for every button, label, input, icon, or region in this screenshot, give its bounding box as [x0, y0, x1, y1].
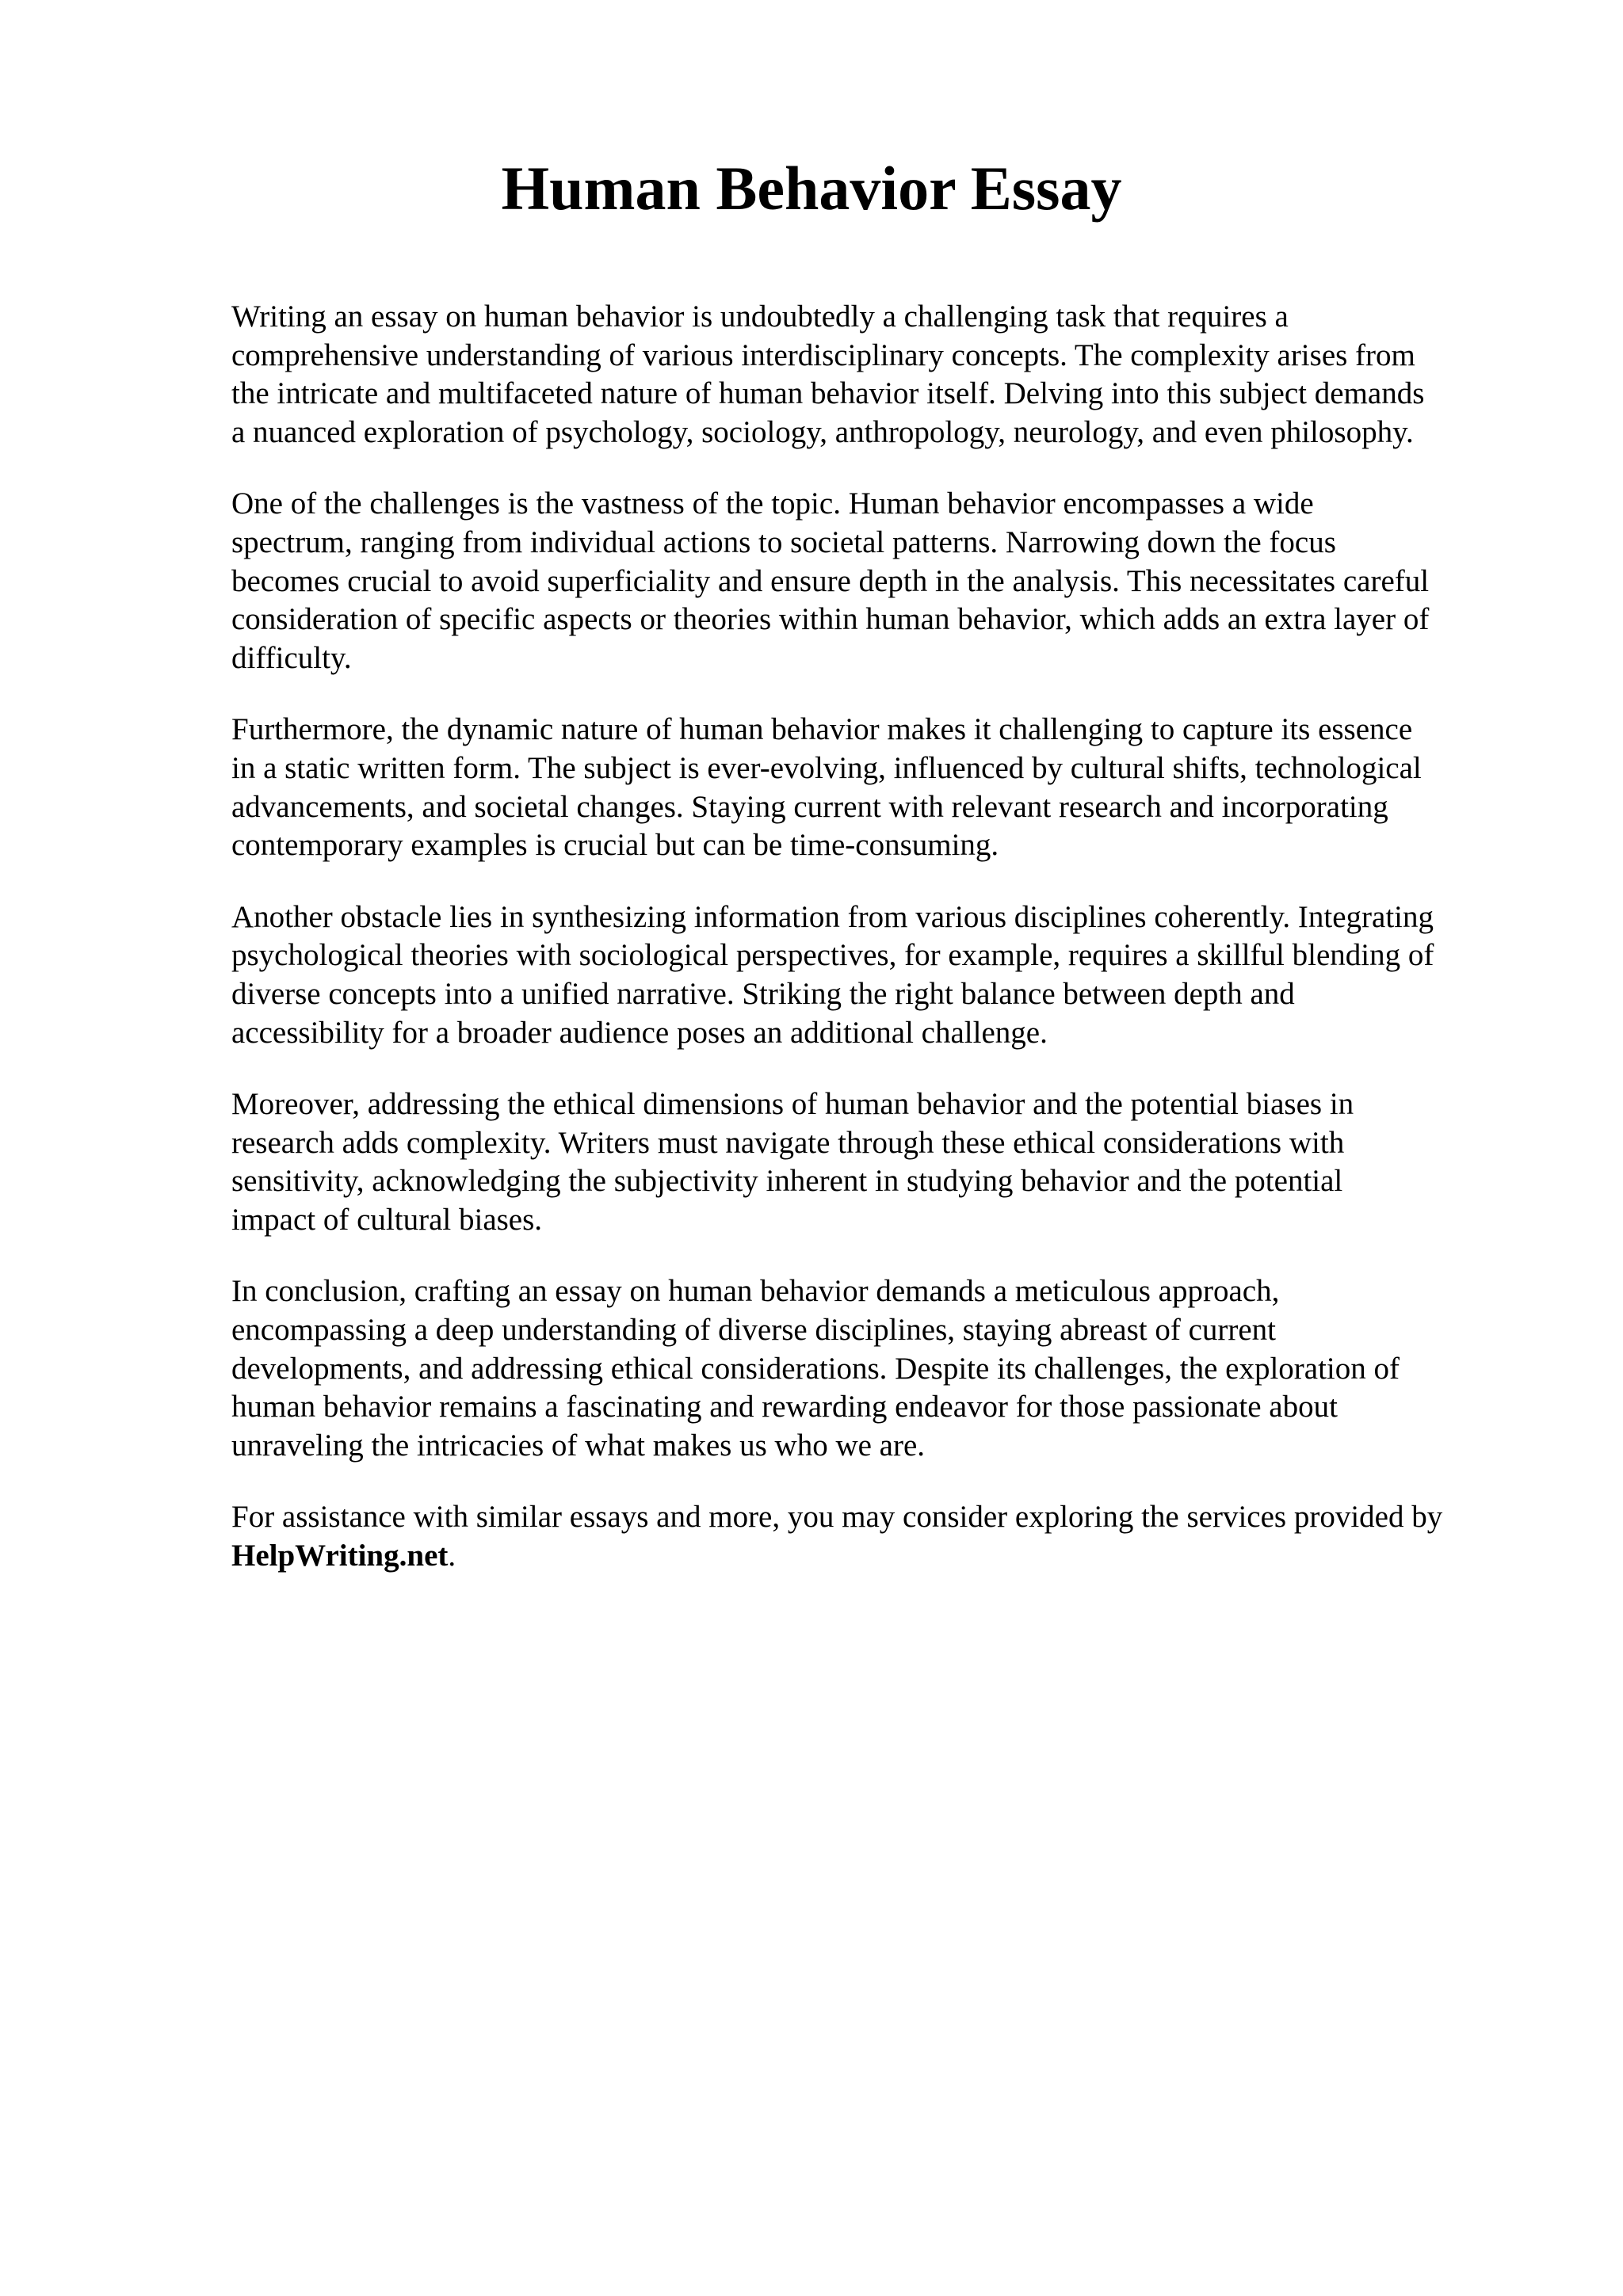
text-line: advancements, and societal changes. Staying current with relevant research and incorporating [231, 789, 1388, 824]
text-line: diverse concepts into a unified narrative. Striking the right balance between depth and [231, 976, 1295, 1011]
text-line: research adds complexity. Writers must navigate through these ethical considerations with [231, 1125, 1345, 1160]
text-line: becomes crucial to avoid superficiality and ensure depth in the analysis. This necessitates careful [231, 563, 1430, 598]
paragraph-3 [231, 711, 1539, 864]
text-line: encompassing a deep understanding of diverse disciplines, staying abreast of current [231, 1313, 1277, 1348]
text-line: the intricate and multifaceted nature of human behavior itself. Delving into this subject demands [231, 376, 1425, 411]
text-line: developments, and addressing ethical considerations. Despite its challenges, the exploration of [231, 1351, 1400, 1386]
paragraph-4 [231, 898, 1539, 1052]
text-line: human behavior remains a fascinating and rewarding endeavor for those passionate about [231, 1390, 1338, 1425]
helpwriting-link[interactable]: HelpWriting.net [231, 1539, 449, 1573]
text-line: comprehensive understanding of various interdisciplinary concepts. The complexity arises from [231, 338, 1415, 372]
text-line: consideration of specific aspects or theories within human behavior, which adds an extra layer of [231, 602, 1430, 637]
text-line: Moreover, addressing the ethical dimensions of human behavior and the potential biases in [231, 1087, 1354, 1122]
paragraph-2 [231, 485, 1539, 677]
paragraph-6 [231, 1272, 1539, 1465]
text-line: impact of cultural biases. [231, 1202, 543, 1237]
text-line: in a static written form. The subject is ever-evolving, influenced by cultural shifts, technological [231, 750, 1422, 785]
text-line: contemporary examples is crucial but can be time-consuming. [231, 828, 999, 863]
text-line: For assistance with similar essays and more, you may consider exploring the services provided by [231, 1500, 1443, 1535]
text-line: sensitivity, acknowledging the subjectivity inherent in studying behavior and the potential [231, 1164, 1343, 1199]
text-line: Furthermore, the dynamic nature of human behavior makes it challenging to capture its essence [231, 712, 1413, 747]
text-line [231, 1537, 1539, 1576]
text-line: psychological theories with sociological perspectives, for example, requires a skillful blending of [231, 938, 1434, 973]
text-line: accessibility for a broader audience poses an additional challenge. [231, 1015, 1048, 1050]
text-line: a nuanced exploration of psychology, sociology, anthropology, neurology, and even philosophy. [231, 414, 1414, 449]
text-line: Another obstacle lies in synthesizing information from various disciplines coherently. Integrating [231, 899, 1434, 934]
essay-body [231, 298, 1539, 1609]
text-line: Writing an essay on human behavior is undoubtedly a challenging task that requires a [231, 299, 1289, 334]
paragraph-1 [231, 298, 1539, 452]
paragraph-5 [231, 1085, 1539, 1239]
text-line: difficulty. [231, 640, 352, 675]
text-line: spectrum, ranging from individual actions to societal patterns. Narrowing down the focus [231, 524, 1336, 559]
period: . [448, 1539, 456, 1573]
text-line: One of the challenges is the vastness of the topic. Human behavior encompasses a wide [231, 486, 1314, 521]
essay-title: Human Behavior Essay [501, 154, 1122, 223]
text-line: In conclusion, crafting an essay on human behavior demands a meticulous approach, [231, 1274, 1280, 1309]
closing-paragraph [231, 1498, 1539, 1575]
text-line: unraveling the intricacies of what makes us who we are. [231, 1428, 926, 1463]
